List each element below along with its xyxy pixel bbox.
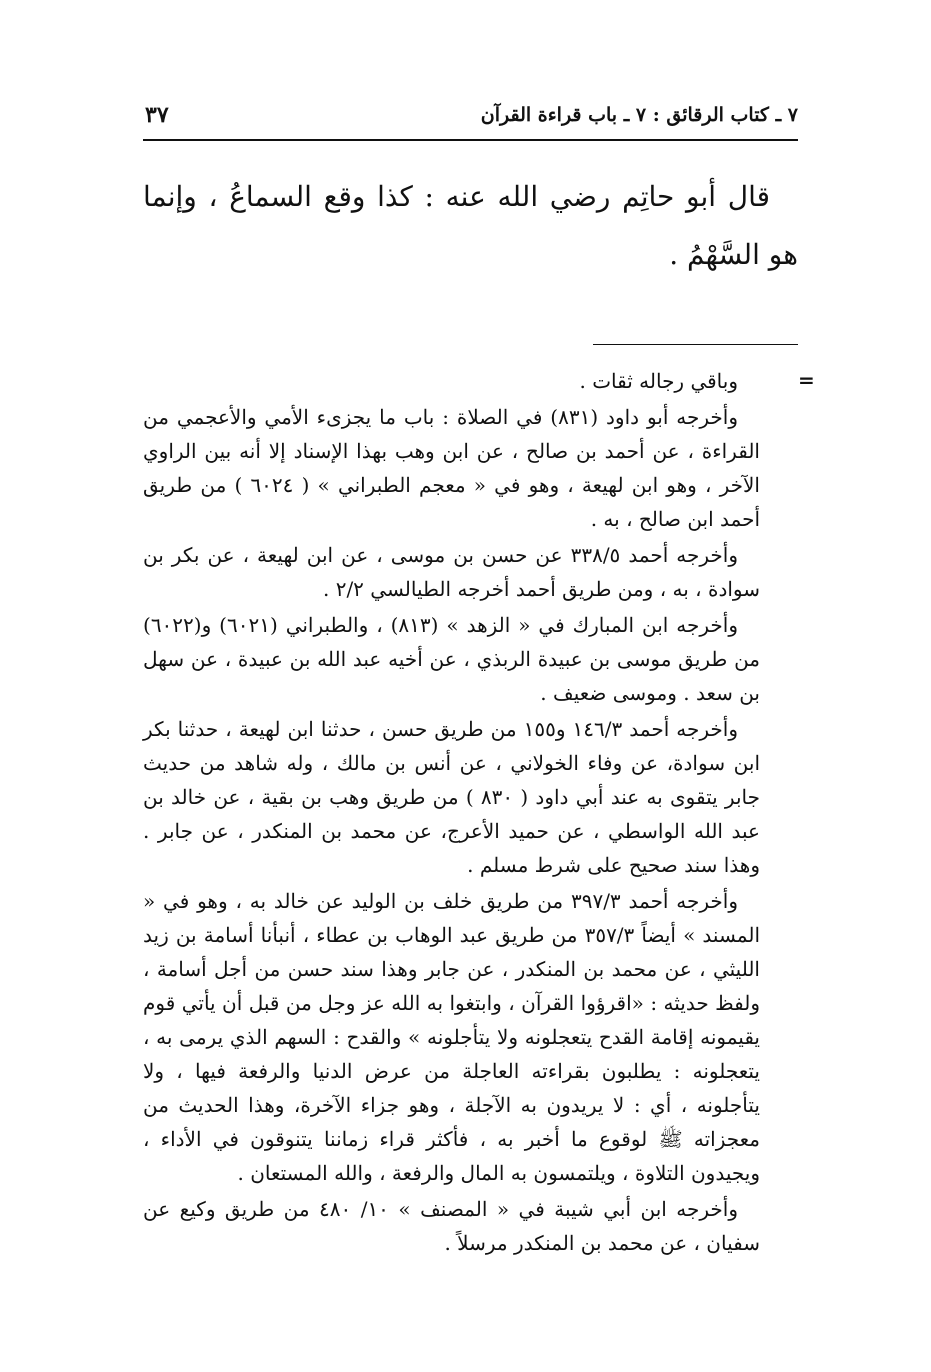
running-title: ٧ ـ كتاب الرقائق : ٧ ـ باب قراءة القرآن xyxy=(480,104,798,126)
main-text: قال أبو حاتِم رضي الله عنه : كذا وقع السماعُ ، وإنما هو السَّهْمُ . xyxy=(143,180,798,271)
footnotes xyxy=(143,364,760,1262)
running-head xyxy=(143,100,798,134)
footnote-paragraph: وباقي رجاله ثقات . xyxy=(579,369,738,393)
footnote-paragraph: وأخرجه ابن أبي شيبة في « المصنف » ١٠/ ٤٨٠ من طريق وكيع عن سفيان ، عن محمد بن المنكدر مرسلاً . xyxy=(143,1197,760,1255)
footnote-continuation-mark: = xyxy=(798,368,815,392)
footnote-paragraph: وأخرجه أبو داود (٨٣١) في الصلاة : باب ما يجزىء الأمي والأعجمي من القراءة ، عن أحمد بن صالح ، عن ابن وهب بهذا الإسناد إلا أنه بين الراوي الآخر ، وهو ابن لهيعة ، وهو في « معجم الطبراني » ( ٦٠٢٤ ) من طريق أحمد ابن صالح ، به . xyxy=(143,405,760,531)
footnote-paragraph: وأخرجه ابن المبارك في « الزهد » (٨١٣) ، والطبراني (٦٠٢١) و(٦٠٢٢) من طريق موسى بن عبيدة الربذي ، عن أخيه عبد الله بن عبيدة ، عن سهل بن سعد . وموسى ضعيف . xyxy=(143,613,761,705)
header-rule xyxy=(143,139,798,141)
footnote-paragraph: وأخرجه أحمد ١٤٦/٣ و١٥٥ من طريق حسن ، حدثنا ابن لهيعة ، حدثنا بكر ابن سوادة، عن وفاء الخولاني ، عن أنس بن مالك ، وله شاهد من حديث جابر يتقوى به عند أبي داود ( ٨٣٠ ) من طريق وهب بن بقية ، عن خالد بن عبد الله الواسطي ، عن حميد الأعرج، عن محمد بن المنكدر ، عن جابر . وهذا سند صحيح على شرط مسلم . xyxy=(143,717,760,877)
page-number: ٣٧ xyxy=(145,102,169,128)
footnote-separator xyxy=(593,344,798,345)
footnote-paragraph: وأخرجه أحمد ٣٣٨/٥ عن حسن بن موسى ، عن ابن لهيعة ، عن بكر بن سوادة ، به ، ومن طريق أحمد أخرجه الطيالسي ٢/٢ . xyxy=(143,543,760,601)
footnote-paragraph: وأخرجه أحمد ٣٩٧/٣ من طريق خلف بن الوليد عن خالد به ، وهو في « المسند » أيضاً ٣٥٧/٣ من طريق عبد الوهاب بن عطاء ، أنبأنا أسامة بن زيد الليثي ، عن محمد بن المنكدر ، عن جابر وهذا سند حسن من أجل أسامة ، ولفظ حديثه : «اقرؤوا القرآن ، وابتغوا به الله عز وجل من قبل أن يأتي قوم يقيمونه إقامة القدح يتعجلونه ولا يتأجلونه » والقدح : السهم الذي يرمى به ، يتعجلونه : يطلبون بقراءته العاجلة من عرض الدنيا والرفعة فيها ، ولا يتأجلونه ، أي : لا يريدون به الآجلة ، وهو جزاء الآخرة، وهذا الحديث من معجزاته ﷺ لوقوع ما أخبر به ، فأكثر قراء زماننا يتنوقون في الأداء ، ويجيدون التلاوة ، ويلتمسون به المال والرفعة ، والله المستعان . xyxy=(143,889,760,1185)
